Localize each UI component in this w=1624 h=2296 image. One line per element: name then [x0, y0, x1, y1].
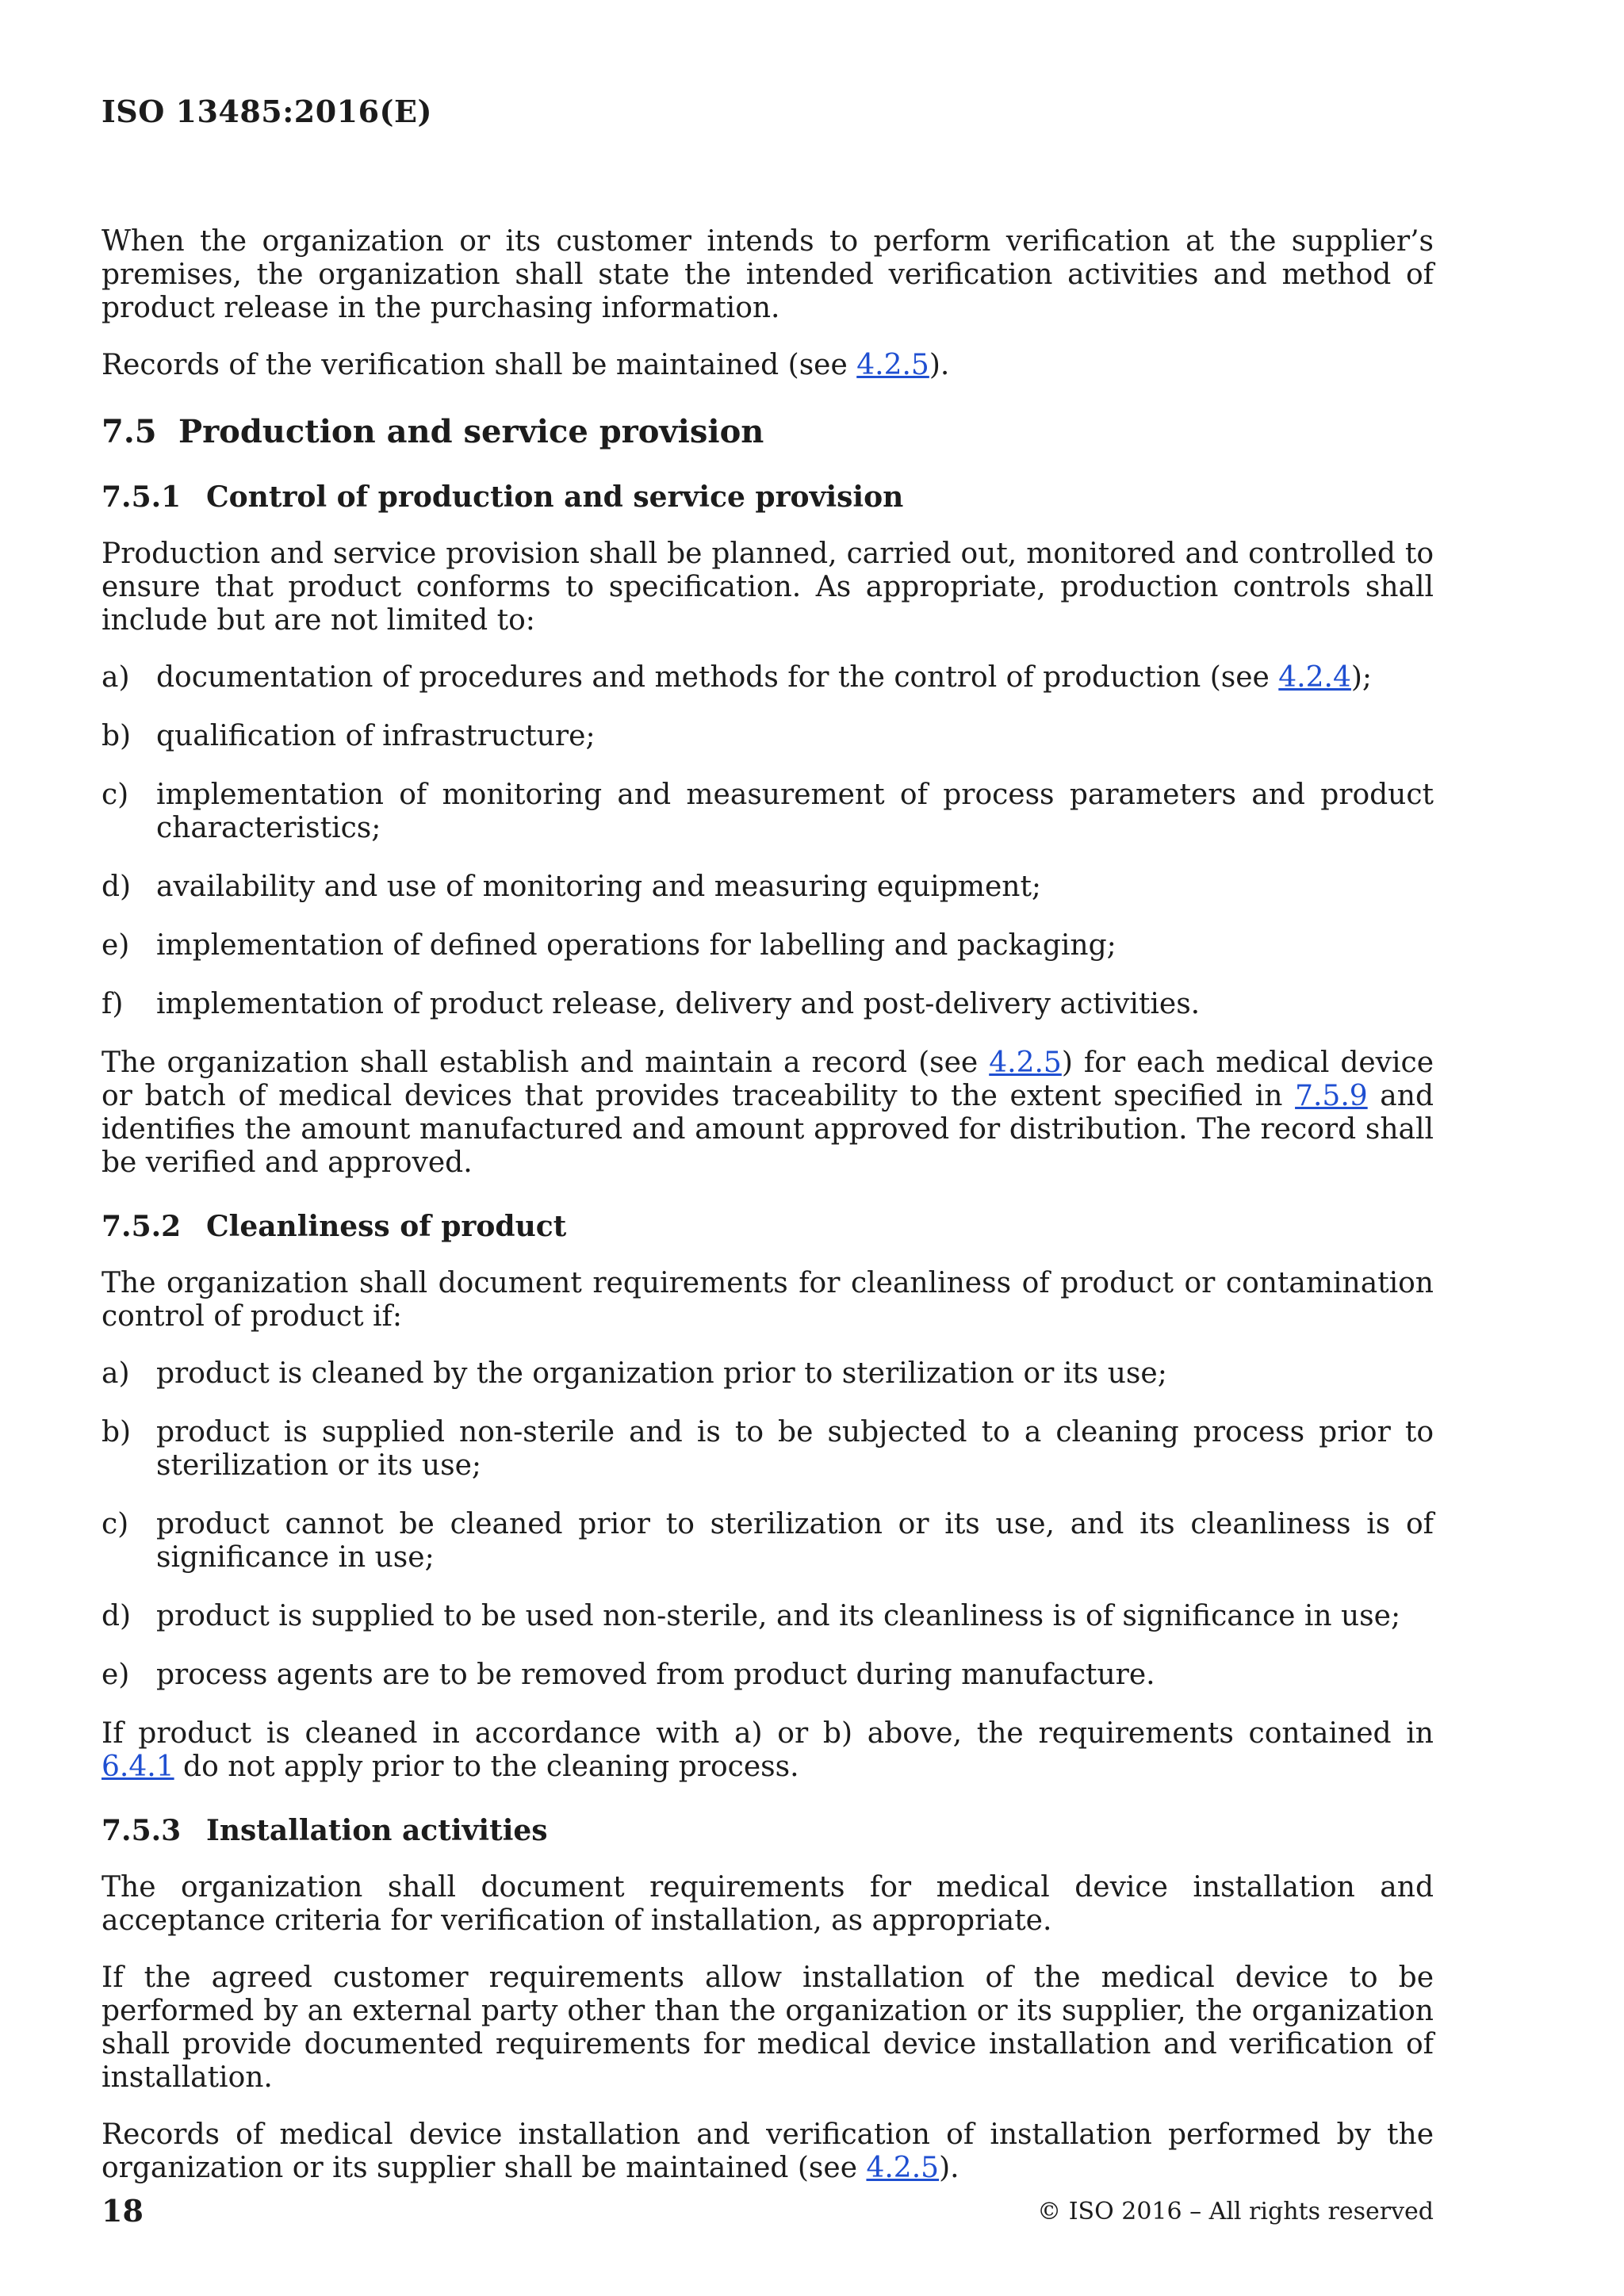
list-marker: b): [102, 720, 132, 752]
text-run: ).: [939, 2152, 959, 2184]
cleanliness-list: [102, 1357, 1434, 1692]
section-title: Control of production and service provision: [206, 480, 904, 514]
list-item-text: implementation of monitoring and measurement of process parameters and product characteristics;: [156, 779, 1434, 844]
list-item-text: availability and use of monitoring and measuring equipment;: [156, 871, 1042, 903]
section-number: 7.5.2: [102, 1210, 182, 1243]
ref-link-4-2-4[interactable]: 4.2.4: [1278, 661, 1351, 694]
list-item: [102, 1416, 1434, 1483]
requirements-list: [102, 661, 1434, 1021]
list-item: [102, 1600, 1434, 1633]
paragraph: [102, 2118, 1434, 2185]
list-marker: a): [102, 661, 130, 694]
list-item: [102, 661, 1434, 695]
page-content: [102, 225, 1434, 2209]
list-marker: b): [102, 1416, 132, 1448]
page-number: 18: [102, 2193, 144, 2229]
list-item-text: product is cleaned by the organization prior to sterilization or its use;: [156, 1357, 1167, 1390]
paragraph: If the agreed customer requirements allow installation of the medical device to be performed by an external party other than the organization or its supplier, the organization shall provide documented requirements for medical device installation and verification of installation.: [102, 1961, 1434, 2094]
paragraph: [102, 1717, 1434, 1784]
paragraph: Production and service provision shall be planned, carried out, monitored and controlled to ensure that product conforms to specification. As appropriate, production controls shall include but are not limited to:: [102, 538, 1434, 637]
intro-paragraph: When the organization or its customer intends to perform verification at the supplier’s premises, the organization shall state the intended verification activities and method of product release in the purchasing information.: [102, 225, 1434, 324]
list-marker: c): [102, 779, 129, 811]
text-run: do not apply prior to the cleaning process.: [174, 1751, 799, 1783]
section-title: Installation activities: [206, 1814, 548, 1847]
list-item-text: product is supplied non-sterile and is to be subjected to a cleaning process prior to sterilization or its use;: [156, 1416, 1434, 1482]
section-title: Cleanliness of product: [206, 1210, 567, 1243]
list-item: [102, 1508, 1434, 1575]
ref-link-6-4-1[interactable]: 6.4.1: [102, 1751, 174, 1783]
section-heading-7-5-2: [102, 1210, 1434, 1243]
text-run: The organization shall establish and maintain a record (see: [102, 1047, 990, 1079]
paragraph: The organization shall document requirements for medical device installation and acceptance criteria for verification of installation, as appropriate.: [102, 1871, 1434, 1937]
paragraph: The organization shall document requirements for cleanliness of product or contamination control of product if:: [102, 1267, 1434, 1333]
list-marker: e): [102, 929, 130, 962]
ref-link-7-5-9[interactable]: 7.5.9: [1295, 1080, 1368, 1112]
list-item-text: process agents are to be removed from product during manufacture.: [156, 1659, 1155, 1691]
text-run: documentation of procedures and methods for the control of production (see: [156, 661, 1279, 694]
list-marker: d): [102, 871, 132, 903]
list-marker: a): [102, 1357, 130, 1390]
section-heading-7-5: [102, 414, 1434, 450]
ref-link-4-2-5[interactable]: 4.2.5: [856, 349, 929, 381]
intro-records-paragraph: [102, 349, 1434, 382]
section-number: 7.5: [102, 413, 157, 450]
list-item: [102, 779, 1434, 845]
document-id: ISO 13485:2016(E): [102, 94, 432, 129]
paragraph: [102, 1047, 1434, 1180]
list-item: [102, 929, 1434, 962]
text-run: Records of medical device installation and verification of installation performed by the organization or its supplier shall be maintained (see: [102, 2118, 1434, 2184]
list-marker: d): [102, 1600, 132, 1632]
list-item: [102, 1357, 1434, 1391]
text-run: ) for each medical device or batch of medical devices that provides traceability to the extent specified in: [102, 1047, 1434, 1112]
section-number: 7.5.1: [102, 480, 182, 514]
section-number: 7.5.3: [102, 1814, 182, 1847]
text-run: and identifies the amount manufactured and amount approved for distribution. The record shall be verified and approved.: [102, 1080, 1434, 1179]
list-item-text: qualification of infrastructure;: [156, 720, 596, 752]
list-item: [102, 871, 1434, 904]
section-title: Production and service provision: [178, 413, 764, 450]
list-item-text: implementation of product release, delivery and post-delivery activities.: [156, 988, 1201, 1020]
list-marker: c): [102, 1508, 129, 1540]
list-item: [102, 720, 1434, 753]
ref-link-4-2-5[interactable]: 4.2.5: [989, 1047, 1062, 1079]
list-item-text: product is supplied to be used non-sterile, and its cleanliness is of significance in use;: [156, 1600, 1401, 1632]
text-run: );: [1350, 661, 1373, 694]
list-item-text: implementation of defined operations for labelling and packaging;: [156, 929, 1116, 962]
list-item: [102, 988, 1434, 1021]
list-item: [102, 1659, 1434, 1692]
list-marker: f): [102, 988, 124, 1020]
text-run: ).: [929, 349, 950, 381]
section-heading-7-5-1: [102, 480, 1434, 514]
text-run: Records of the verification shall be maintained (see: [102, 349, 857, 381]
section-heading-7-5-3: [102, 1814, 1434, 1847]
list-item-text: product cannot be cleaned prior to sterilization or its use, and its cleanliness is of significance in use;: [156, 1508, 1434, 1574]
text-run: If product is cleaned in accordance with a) or b) above, the requirements contained in: [102, 1717, 1434, 1750]
copyright-notice: © ISO 2016 – All rights reserved: [1037, 2198, 1434, 2225]
ref-link-4-2-5[interactable]: 4.2.5: [866, 2152, 940, 2184]
list-marker: e): [102, 1659, 130, 1691]
